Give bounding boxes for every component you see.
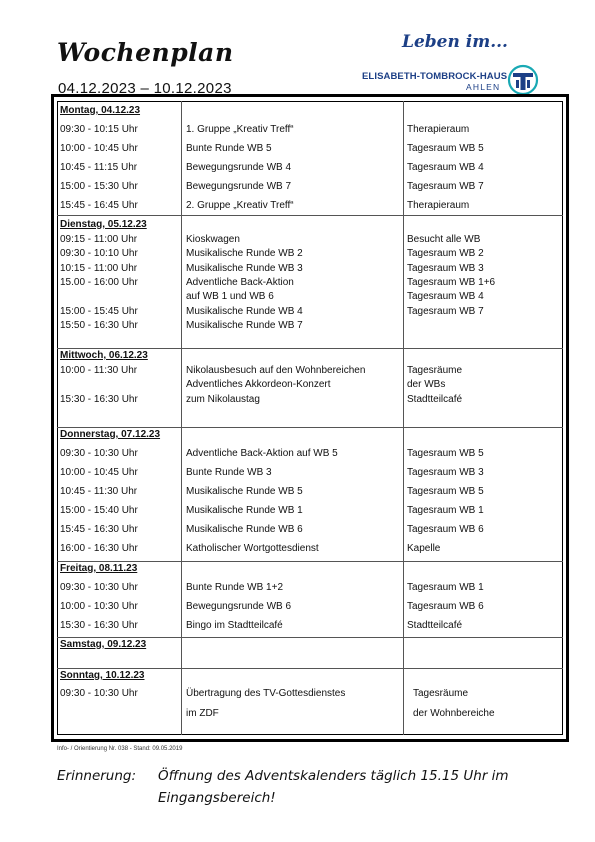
reminder-text: Öffnung des Adventskalenders täglich 15.15 Uhr im Eingangsbereich! bbox=[158, 768, 509, 806]
entry-place: Tagesraum WB 7 bbox=[407, 306, 484, 317]
entry-time: 09:30 - 10:10 Uhr bbox=[60, 248, 138, 259]
entry-activity: Adventliche Back-Aktion auf WB 5 bbox=[186, 448, 338, 459]
entry-activity: Bewegungsrunde WB 7 bbox=[186, 181, 292, 192]
day-separator bbox=[57, 668, 563, 669]
entry-time: 15:00 - 15:40 Uhr bbox=[60, 505, 138, 516]
entry-activity: auf WB 1 und WB 6 bbox=[186, 291, 274, 302]
day-heading: Dienstag, 05.12.23 bbox=[60, 219, 147, 230]
entry-place: Tagesraum WB 1+6 bbox=[407, 277, 496, 288]
entry-activity: Musikalische Runde WB 5 bbox=[186, 486, 303, 497]
entry-activity: Katholischer Wortgottesdienst bbox=[186, 543, 319, 554]
day-separator bbox=[57, 215, 563, 216]
day-heading: Montag, 04.12.23 bbox=[60, 105, 141, 116]
entry-place: Stadtteilcafé bbox=[407, 394, 463, 405]
day-separator bbox=[57, 348, 563, 349]
entry-time: 09:30 - 10:30 Uhr bbox=[60, 582, 138, 593]
entry-time: 15:30 - 16:30 Uhr bbox=[60, 620, 138, 631]
entry-activity: 1. Gruppe „Kreativ Treff“ bbox=[186, 124, 294, 135]
entry-place: Tagesraum WB 1 bbox=[407, 505, 484, 516]
entry-activity: im ZDF bbox=[186, 708, 219, 719]
entry-activity: Adventliches Akkordeon-Konzert bbox=[186, 379, 331, 390]
entry-activity: Bewegungsrunde WB 6 bbox=[186, 601, 292, 612]
day-separator bbox=[57, 427, 563, 428]
date-range: 04.12.2023 – 10.12.2023 bbox=[58, 80, 232, 97]
logo-name: ELISABETH-TOMBROCK-HAUS bbox=[362, 71, 508, 82]
entry-activity: zum Nikolaustag bbox=[186, 394, 260, 405]
entry-place: Tagesraum WB 5 bbox=[407, 143, 484, 154]
entry-place: Stadtteilcafé bbox=[407, 620, 463, 631]
entry-time: 10:00 - 10:45 Uhr bbox=[60, 467, 138, 478]
entry-time: 10:00 - 11:30 Uhr bbox=[60, 365, 138, 376]
entry-activity: Bunte Runde WB 1+2 bbox=[186, 582, 284, 593]
entry-time: 15.00 - 16:00 Uhr bbox=[60, 277, 138, 288]
entry-time: 15:45 - 16:45 Uhr bbox=[60, 200, 138, 211]
entry-place: Tagesraum WB 4 bbox=[407, 162, 484, 173]
entry-time: 09:30 - 10:15 Uhr bbox=[60, 124, 138, 135]
entry-place: Therapieraum bbox=[407, 200, 470, 211]
entry-activity: Musikalische Runde WB 3 bbox=[186, 263, 303, 274]
logo-slogan: Leben im... bbox=[402, 32, 508, 52]
facility-logo bbox=[362, 32, 542, 98]
tombrock-haus-logo-icon bbox=[507, 64, 539, 96]
entry-time: 16:00 - 16:30 Uhr bbox=[60, 543, 138, 554]
page-title: Wochenplan bbox=[57, 38, 234, 67]
entry-place: Tagesraum WB 2 bbox=[407, 248, 484, 259]
entry-time: 15:30 - 16:30 Uhr bbox=[60, 394, 138, 405]
entry-place: der WBs bbox=[407, 379, 446, 390]
entry-activity: Kioskwagen bbox=[186, 234, 240, 245]
entry-place: Kapelle bbox=[407, 543, 441, 554]
day-separator bbox=[57, 637, 563, 638]
entry-place: Tagesraum WB 5 bbox=[407, 486, 484, 497]
entry-place: Tagesräume bbox=[413, 688, 469, 699]
entry-activity: Musikalische Runde WB 1 bbox=[186, 505, 303, 516]
day-heading: Freitag, 08.11.23 bbox=[60, 563, 138, 574]
entry-time: 10:00 - 10:45 Uhr bbox=[60, 143, 138, 154]
entry-time: 10:15 - 11:00 Uhr bbox=[60, 263, 138, 274]
entry-activity: Musikalische Runde WB 2 bbox=[186, 248, 303, 259]
entry-place: Tagesraum WB 4 bbox=[407, 291, 484, 302]
day-heading: Sonntag, 10.12.23 bbox=[60, 670, 145, 681]
entry-time: 10:45 - 11:30 Uhr bbox=[60, 486, 138, 497]
entry-place: Tagesräume bbox=[407, 365, 463, 376]
entry-activity: Musikalische Runde WB 6 bbox=[186, 524, 303, 535]
entry-time: 09:30 - 10:30 Uhr bbox=[60, 448, 138, 459]
entry-activity: Bunte Runde WB 3 bbox=[186, 467, 272, 478]
entry-place: Besucht alle WB bbox=[407, 234, 481, 245]
day-heading: Donnerstag, 07.12.23 bbox=[60, 429, 161, 440]
entry-time: 10:00 - 10:30 Uhr bbox=[60, 601, 138, 612]
entry-time: 09:30 - 10:30 Uhr bbox=[60, 688, 138, 699]
entry-time: 15:00 - 15:45 Uhr bbox=[60, 306, 138, 317]
entry-time: 09:15 - 11:00 Uhr bbox=[60, 234, 138, 245]
entry-place: Tagesraum WB 3 bbox=[407, 263, 484, 274]
entry-activity: Bingo im Stadtteilcafé bbox=[186, 620, 283, 631]
entry-place: Tagesraum WB 6 bbox=[407, 601, 484, 612]
entry-place: Therapieraum bbox=[407, 124, 470, 135]
entry-time: 15:00 - 15:30 Uhr bbox=[60, 181, 138, 192]
entry-activity: Musikalische Runde WB 7 bbox=[186, 320, 303, 331]
column-divider bbox=[181, 101, 182, 735]
entry-activity: Musikalische Runde WB 4 bbox=[186, 306, 303, 317]
entry-place: Tagesraum WB 6 bbox=[407, 524, 484, 535]
logo-city: AHLEN bbox=[466, 82, 501, 92]
entry-time: 10:45 - 11:15 Uhr bbox=[60, 162, 138, 173]
entry-place: der Wohnbereiche bbox=[413, 708, 495, 719]
entry-place: Tagesraum WB 3 bbox=[407, 467, 484, 478]
entry-place: Tagesraum WB 7 bbox=[407, 181, 484, 192]
entry-place: Tagesraum WB 5 bbox=[407, 448, 484, 459]
column-divider bbox=[403, 101, 404, 735]
day-heading: Mittwoch, 06.12.23 bbox=[60, 350, 148, 361]
reminder-label: Erinnerung: bbox=[57, 768, 137, 784]
entry-activity: Übertragung des TV-Gottesdienstes bbox=[186, 688, 346, 699]
entry-place: Tagesraum WB 1 bbox=[407, 582, 484, 593]
entry-activity: Nikolausbesuch auf den Wohnbereichen bbox=[186, 365, 366, 376]
entry-time: 15:45 - 16:30 Uhr bbox=[60, 524, 138, 535]
entry-activity: Bunte Runde WB 5 bbox=[186, 143, 272, 154]
entry-activity: Adventliche Back-Aktion bbox=[186, 277, 294, 288]
entry-activity: 2. Gruppe „Kreativ Treff“ bbox=[186, 200, 294, 211]
document-info: Info- / Orientierung Nr. 038 - Stand: 09.05.2019 bbox=[57, 746, 183, 752]
day-separator bbox=[57, 561, 563, 562]
day-heading: Samstag, 09.12.23 bbox=[60, 639, 147, 650]
entry-activity: Bewegungsrunde WB 4 bbox=[186, 162, 292, 173]
entry-time: 15:50 - 16:30 Uhr bbox=[60, 320, 138, 331]
